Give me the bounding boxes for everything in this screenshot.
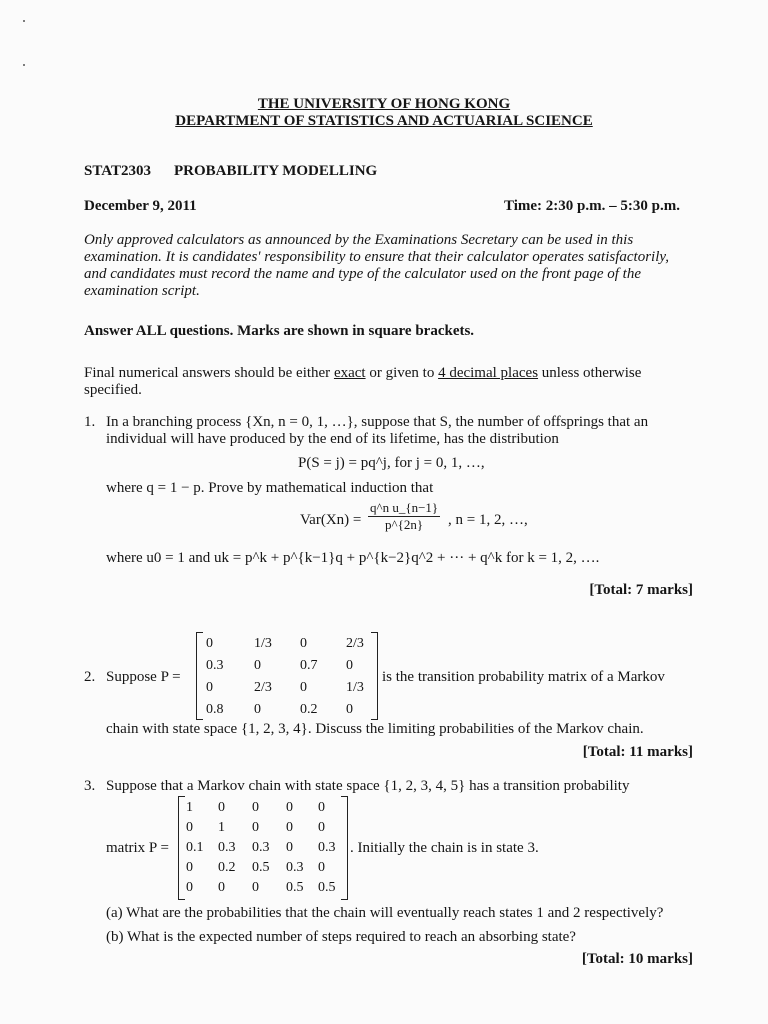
q1-var-rhs: , n = 1, 2, …, — [448, 512, 528, 528]
q3-cell: 0.5 — [318, 880, 336, 895]
calculator-instructions: Only approved calculators as announced by the Examinations Secretary can be used in this examination. It is candidates' responsibility to ensure that their calculator operates satisfactorily, and candidates must record the name and type of the calculator used on the front page of the examination script. — [84, 232, 669, 299]
q2-cell: 2/3 — [254, 680, 272, 695]
q3-cell: 0 — [186, 880, 193, 895]
q3-cell: 0 — [318, 820, 325, 835]
q3-cell: 0 — [218, 880, 225, 895]
q1-line1: In a branching process {Xn, n = 0, 1, …}, suppose that S, the number of offsprings that an — [106, 414, 649, 430]
q3-cell: 0 — [252, 820, 259, 835]
q3-cell: 0 — [186, 820, 193, 835]
q2-cell: 1/3 — [254, 636, 272, 651]
q3-transition-matrix — [178, 796, 348, 900]
university-title: THE UNIVERSITY OF HONG KONG — [257, 96, 511, 112]
q2-cell: 0 — [206, 636, 213, 651]
course-code: STAT2303 — [84, 163, 151, 179]
q2-cell: 0 — [300, 636, 307, 651]
q3-line1: Suppose that a Markov chain with state space {1, 2, 3, 4, 5} has a transition probability — [106, 778, 630, 794]
q3-cell: 0.1 — [186, 840, 204, 855]
answer-all-instruction: Answer ALL questions. Marks are shown in square brackets. — [84, 323, 475, 339]
q2-cell: 0 — [206, 680, 213, 695]
q3-cell: 0 — [218, 800, 225, 815]
q3-cell: 0 — [286, 820, 293, 835]
q3-cell: 0.5 — [252, 860, 270, 875]
q2-cell: 0.8 — [206, 702, 224, 717]
q3-cell: 0.3 — [218, 840, 236, 855]
q3-part-b: (b) What is the expected number of steps required to reach an absorbing state? — [106, 929, 576, 945]
q3-cell: 0.3 — [318, 840, 336, 855]
q3-after-matrix: . Initially the chain is in state 3. — [350, 840, 539, 856]
left-bracket — [178, 796, 185, 900]
q2-cell: 1/3 — [346, 680, 364, 695]
q3-number: 3. — [84, 778, 96, 794]
scan-speck — [23, 64, 25, 66]
q3-cell: 0 — [286, 840, 293, 855]
q2-number: 2. — [84, 669, 96, 685]
q3-cell: 0 — [186, 860, 193, 875]
q2-cell: 0 — [346, 702, 353, 717]
q2-transition-matrix — [196, 632, 378, 720]
q2-cell: 0 — [346, 658, 353, 673]
q2-suppose: Suppose P = — [106, 669, 181, 685]
exam-date: December 9, 2011 — [84, 198, 197, 214]
q2-marks: [Total: 11 marks] — [582, 744, 693, 760]
scan-speck — [23, 20, 25, 22]
q2-cell: 0.2 — [300, 702, 318, 717]
q1-marks: [Total: 7 marks] — [589, 582, 693, 598]
q3-cell: 0.5 — [286, 880, 304, 895]
q3-part-a: (a) What are the probabilities that the chain will eventually reach states 1 and 2 respectively? — [106, 905, 664, 921]
final-answer-instruction: Final numerical answers should be either exact or given to 4 decimal places unless otherwise specified. — [84, 365, 642, 398]
q1-var-fraction: $\frac{\text{q\textasciicircum{}n u\_\{n−1\}}}{p\^{}\{2n\}}$ — [370, 500, 439, 532]
q2-cell: 0 — [254, 658, 261, 673]
q1-var-lhs: Var(Xn) = — [300, 512, 362, 528]
q3-cell: 0.2 — [218, 860, 236, 875]
q2-cell: 2/3 — [346, 636, 364, 651]
q1-line4: where u0 = 1 and uk = p^k + p^{k−1}q + p^{k−2}q^2 + ··· + q^k for k = 1, 2, …. — [106, 550, 600, 566]
q3-cell: 1 — [218, 820, 225, 835]
q2-cell: 0.3 — [206, 658, 224, 673]
q3-cell: 1 — [186, 800, 193, 815]
q3-cell: 0 — [252, 800, 259, 815]
q2-cell: 0 — [254, 702, 261, 717]
right-bracket — [371, 632, 378, 720]
q1-line3: where q = 1 − p. Prove by mathematical induction that — [106, 480, 434, 496]
q3-cell: 0 — [318, 800, 325, 815]
q1-distribution-equation: P(S = j) = pq^j, for j = 0, 1, …, — [298, 455, 485, 471]
q1-line2: individual will have produced by the end of its lifetime, has the distribution — [106, 431, 559, 447]
q3-cell: 0 — [318, 860, 325, 875]
q3-cell: 0.3 — [286, 860, 304, 875]
q1-number: 1. — [84, 414, 96, 430]
q3-cell: 0 — [252, 880, 259, 895]
department-title: DEPARTMENT OF STATISTICS AND ACTUARIAL SCIENCE — [175, 113, 593, 129]
left-bracket — [196, 632, 203, 720]
right-bracket — [341, 796, 348, 900]
q3-matrix-label: matrix P = — [106, 840, 169, 856]
q2-cell: 0 — [300, 680, 307, 695]
q3-cell: 0 — [286, 800, 293, 815]
course-title: PROBABILITY MODELLING — [174, 163, 378, 179]
q3-marks: [Total: 10 marks] — [581, 951, 693, 967]
exam-time: Time: 2:30 p.m. – 5:30 p.m. — [504, 198, 680, 214]
q2-cell: 0.7 — [300, 658, 318, 673]
q3-cell: 0.3 — [252, 840, 270, 855]
q2-line2: chain with state space {1, 2, 3, 4}. Discuss the limiting probabilities of the Markov chain. — [106, 721, 644, 737]
q2-after-matrix: is the transition probability matrix of a Markov — [382, 669, 665, 685]
